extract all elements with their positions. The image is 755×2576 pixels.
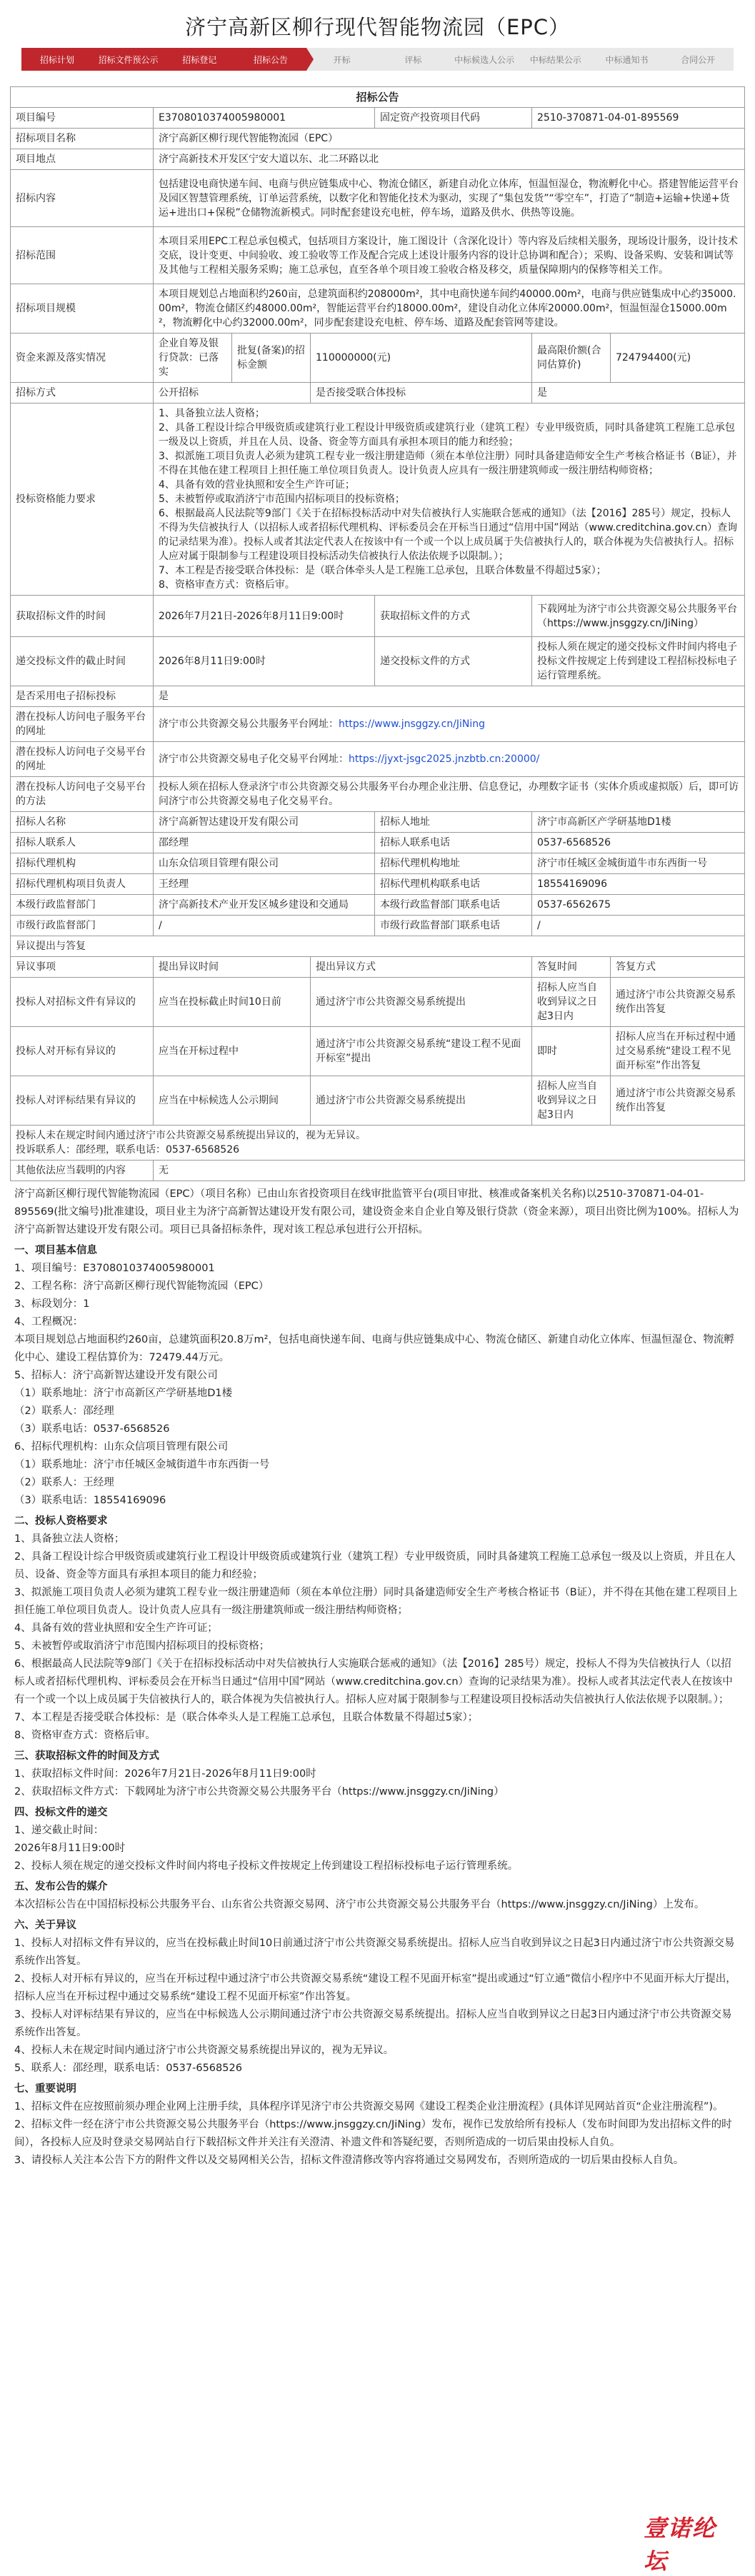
fund-source: 企业自筹及银行贷款：已落实 bbox=[154, 334, 232, 383]
table-cell: 通过济宁市公共资源交易系统作出答复 bbox=[611, 978, 745, 1027]
label: 递交投标文件的方式 bbox=[375, 637, 532, 686]
table-cell: 应当在中标候选人公示期间 bbox=[154, 1076, 311, 1126]
body-paragraph: 3、拟派施工项目负责人必须为建筑工程专业一级注册建造师（须在本单位注册）同时具备建造师安全生产考核合格证书（B证），并不得在其他在建工程项目上担任施工单位项目负责人。设计负责人应具有一级注册建筑师或一级注册结构师资格； bbox=[14, 1587, 738, 1616]
objection-note bbox=[11, 1126, 745, 1161]
body-paragraph: （1）联系地址：济宁市任城区金城街道牛市东西街一号 bbox=[14, 1459, 270, 1470]
section-heading: 二、投标人资格要求 bbox=[14, 1515, 108, 1527]
tender-scale: 本项目规划总占地面积约260亩，总建筑面积约208000m²，其中电商快递车间约40000.00m²，电商与供应链集成中心约35000.00m²，物流仓储区约48000.00m²，智能运营平台约18000.00m²，建设自动化立体库20000.00m²，恒温恒湿仓15000.00m²，物流孵化中心约32000.00m²，同步配套建设充电桩、停车场、道路及配套管网等建设。 bbox=[154, 284, 745, 334]
label: 招标人联系人 bbox=[11, 833, 154, 853]
label: 是否接受联合体投标 bbox=[311, 383, 532, 404]
qual-item: 8、资格审查方式：资格后审。 bbox=[159, 579, 295, 591]
body-paragraph: 2、具备工程设计综合甲级资质或建筑行业工程设计甲级资质或建筑行业（建筑工程）专业甲级资质，同时具备建筑工程施工总承包一级及以上资质，并且在人员、设备、资金等方面具有承担本项目的能力和经验； bbox=[14, 1551, 736, 1580]
body-paragraph: 5、联系人：邵经理，联系电话：0537-6568526 bbox=[14, 2063, 242, 2074]
body-paragraph: （2）联系人：王经理 bbox=[14, 1477, 114, 1488]
trade-platform-text: 济宁市公共资源交易电子化交易平台网址： bbox=[159, 753, 349, 765]
qual-item: 1、具备独立法人资格； bbox=[159, 408, 265, 419]
body-paragraph: 1、递交截止时间： bbox=[14, 1825, 104, 1836]
table-cell: 投标人对开标有异议的 bbox=[11, 1027, 154, 1076]
owner-phone: 0537-6568526 bbox=[532, 833, 745, 853]
tender-method: 公开招标 bbox=[154, 383, 311, 404]
body-paragraph: 1、招标文件在应按照前须办理企业网上注册手续，具体程序详见济宁市公共资源交易网《建设工程类企业注册流程》(具体详见网站首页“企业注册流程”)。 bbox=[14, 2101, 724, 2113]
step-plan[interactable]: 招标计划 bbox=[21, 48, 93, 71]
body-paragraph: 济宁高新区柳行现代智能物流园（EPC）（项目名称）已由山东省投资项目在线审批监管平台(项目审批、核准或备案机关名称)以2510-370871-04-01-895569(批文编号)批准建设，项目业主为济宁高新智达建设开发有限公司，建设资金来自企业自筹及银行贷款（资金来源），项目出资比例为100%。招标人为济宁高新智达建设开发有限公司。项目已具备招标条件，现对该工程总承包进行公开招标。 bbox=[14, 1188, 739, 1236]
body-paragraph: （3）联系电话：0537-6568526 bbox=[14, 1423, 170, 1435]
step-prenotice[interactable]: 招标文件预公示 bbox=[93, 48, 164, 71]
tender-scope: 本项目采用EPC工程总承包模式，包括项目方案设计，施工图设计（含深化设计）等内容及后续相关服务，现场设计服务，设计技术交底，设计变更、中间验收、竣工验收等工作及配合完成上述设计服务内容的设计总协调和配合）；采购、设备采购、安装和调试等及其他与工程相关服务采购；施工总承包，直至各单个项目竣工验收合格及移交，质量保障期内的保修等相关工作。 bbox=[154, 227, 745, 284]
label: 是否采用电子招标投标 bbox=[11, 686, 154, 707]
table-header: 答复时间 bbox=[532, 957, 611, 978]
table-cell: 招标人应当自收到异议之日起3日内 bbox=[532, 978, 611, 1027]
body-paragraph: 5、招标人：济宁高新智达建设开发有限公司 bbox=[14, 1370, 218, 1381]
table-cell: 投标人对招标文件有异议的 bbox=[11, 978, 154, 1027]
qual-item: 6、根据最高人民法院等9部门《关于在招标投标活动中对失信被执行人实施联合惩戒的通知》（法【2016】285号）规定，投标人不得为失信被执行人（以招标人或者招标代理机构、评标委员会在开标当日通过“信用中国”网站（www.creditchina.gov.cn）查询的记录结果为准）。投标人或者其法定代表人在按该中有一个或一个以上成员属于失信被执行人的，联合体视为失信被执行人。招标人应对属于限制参与工程建设项目投标活动失信被执行人依法依规予以限制。）； bbox=[159, 508, 738, 562]
step-evaluation[interactable]: 评标 bbox=[404, 54, 422, 65]
project-number: E3708010374005980001 bbox=[154, 108, 375, 129]
submit-method: 投标人须在规定的递交投标文件时间内将电子投标文件按规定上传到建设工程招标投标电子运行管理系统。 bbox=[532, 637, 745, 686]
label: 递交投标文件的截止时间 bbox=[11, 637, 154, 686]
table-cell: 通过济宁市公共资源交易系统“建设工程不见面开标室”提出 bbox=[311, 1027, 532, 1076]
label: 最高限价额(合同估算价) bbox=[532, 334, 611, 383]
body-paragraph: 2、招标文件一经在济宁市公共资源交易公共服务平台（https://www.jnsggzy.cn/JiNing）发布，视作已发放给所有投标人（发布时间即为发出招标文件的时间），各投标人应及时登录交易网站自行下载招标文件并关注有关澄清、补遗文件和答疑纪要，否则所造成的一切后果由投标人自负。 bbox=[14, 2119, 732, 2148]
label: 获取招标文件的方式 bbox=[375, 596, 532, 637]
body-paragraph: 4、工程概况： bbox=[14, 1316, 84, 1328]
label: 招标范围 bbox=[11, 227, 154, 284]
service-platform-link[interactable]: https://www.jnsggzy.cn/JiNing bbox=[339, 718, 486, 730]
agent-name: 山东众信项目管理有限公司 bbox=[154, 853, 375, 874]
body-paragraph: 1、具备独立法人资格； bbox=[14, 1533, 125, 1545]
table-cell: 招标人应当自收到异议之日起3日内 bbox=[532, 1076, 611, 1126]
supervisor-phone: 0537-6562675 bbox=[532, 895, 745, 916]
table-cell: 应当在投标截止时间10日前 bbox=[154, 978, 311, 1027]
trade-platform-link[interactable]: https://jyxt-jsgc2025.jnzbtb.cn:20000/ bbox=[349, 753, 540, 765]
label: 潜在投标人访问电子交易平台的网址 bbox=[11, 742, 154, 777]
site-logo bbox=[644, 2515, 736, 2575]
label: 招标代理机构地址 bbox=[375, 853, 532, 874]
label: 本级行政监督部门联系电话 bbox=[375, 895, 532, 916]
service-platform-cell bbox=[154, 707, 745, 742]
body-paragraph: 7、本工程是否接受联合体投标：是（联合体牵头人是工程施工总承包，且联合体数量不得超过5家）； bbox=[14, 1712, 479, 1723]
other-content: 无 bbox=[154, 1161, 745, 1181]
budget-amount: 110000000(元) bbox=[311, 334, 532, 383]
table-cell: 通过济宁市公共资源交易系统提出 bbox=[311, 1076, 532, 1126]
agent-contact: 王经理 bbox=[154, 874, 375, 895]
qualification-list bbox=[154, 404, 745, 596]
section-heading: 七、重要说明 bbox=[14, 2083, 76, 2095]
table-cell: 即时 bbox=[532, 1027, 611, 1076]
table-header: 提出异议时间 bbox=[154, 957, 311, 978]
section-heading: 五、发布公告的媒介 bbox=[14, 1881, 108, 1893]
supervisor: 济宁高新技术产业开发区城乡建设和交通局 bbox=[154, 895, 375, 916]
label: 潜在投标人访问电子交易平台的方法 bbox=[11, 777, 154, 812]
label: 潜在投标人访问电子服务平台的网址 bbox=[11, 707, 154, 742]
objection-note-2: 投诉联系人：邵经理，联系电话：0537-6568526 bbox=[16, 1144, 240, 1156]
section-heading: 六、关于异议 bbox=[14, 1920, 76, 1931]
body-paragraph: 3、请投标人关注本公告下方的附件文件以及交易网相关公告，招标文件澄清修改等内容将通过交易网发布，否则所造成的一切后果由投标人自负。 bbox=[14, 2155, 684, 2166]
body-paragraph: （3）联系电话：18554169096 bbox=[14, 1495, 166, 1506]
table-header: 提出异议方式 bbox=[311, 957, 532, 978]
label: 市级行政监督部门 bbox=[11, 916, 154, 936]
section-heading: 一、项目基本信息 bbox=[14, 1245, 97, 1256]
owner-address: 济宁市高新区产学研基地D1楼 bbox=[532, 812, 745, 833]
label: 招标代理机构联系电话 bbox=[375, 874, 532, 895]
logo-text: 壹诺纶坛 bbox=[644, 2515, 717, 2575]
table-cell: 应当在开标过程中 bbox=[154, 1027, 311, 1076]
qual-item: 7、本工程是否接受联合体投标：是（联合体牵头人是工程施工总承包，且联合体数量不得超过5家）； bbox=[159, 565, 606, 576]
label: 本级行政监督部门 bbox=[11, 895, 154, 916]
body-paragraph: 1、投标人对招标文件有异议的，应当在投标截止时间10日前通过济宁市公共资源交易系统提出。招标人应当自收到异议之日起3日内通过济宁市公共资源交易系统作出答复。 bbox=[14, 1938, 735, 1967]
body-paragraph: 2、投标人须在规定的递交投标文件时间内将电子投标文件按规定上传到建设工程招标投标电子运行管理系统。 bbox=[14, 1860, 519, 1872]
step-register[interactable]: 招标登记 bbox=[164, 48, 235, 71]
qual-item: 3、拟派施工项目负责人必须为建筑工程专业一级注册建造师（须在本单位注册）同时具备建造师安全生产考核合格证书（B证），并不得在其他在建工程项目上担任施工单位项目负责人。设计负责人应具有一级注册建筑师或一级注册结构师资格； bbox=[159, 451, 737, 476]
table-header: 答复方式 bbox=[611, 957, 745, 978]
qual-item: 5、未被暂停或取消济宁市范围内招标项目的投标资格； bbox=[159, 493, 405, 505]
service-platform-text: 济宁市公共资源交易公共服务平台网址： bbox=[159, 718, 339, 730]
label: 项目地点 bbox=[11, 149, 154, 170]
qual-item: 2、具备工程设计综合甲级资质或建筑行业工程设计甲级资质或建筑行业（建筑工程）专业甲级资质，同时具备建筑工程施工总承包一级及以上资质，并且在人员、设备、资金等方面具有承担本项目的能力和经验； bbox=[159, 422, 735, 448]
qual-item: 4、具备有效的营业执照和安全生产许可证； bbox=[159, 479, 355, 491]
project-location: 济宁高新技术开发区宁安大道以东、北二环路以北 bbox=[154, 149, 745, 170]
city-supervisor-phone: / bbox=[532, 916, 745, 936]
label: 招标方式 bbox=[11, 383, 154, 404]
owner-name: 济宁高新智达建设开发有限公司 bbox=[154, 812, 375, 833]
step-result[interactable]: 中标结果公示 bbox=[529, 54, 581, 65]
get-doc-time: 2026年7月21日-2026年8月11日9:00时 bbox=[154, 596, 375, 637]
body-paragraph: 6、根据最高人民法院等9部门《关于在招标投标活动中对失信被执行人实施联合惩戒的通知》（法【2016】285号）规定，投标人不得为失信被执行人（以招标人或者招标代理机构、评标委员会在开标当日通过“信用中国”网站（www.creditchina.gov.cn）查询的记录结果为准）。投标人或者其法定代表人在按该中有一个或一个以上成员属于失信被执行人的，联合体视为失信被执行人。招标人应对属于限制参与工程建设项目投标活动失信被执行人依法依规予以限制。）； bbox=[14, 1658, 733, 1705]
body-paragraph: 本项目规划总占地面积约260亩，总建筑面积20.8万m²，包括电商快递车间、电商与供应链集成中心、物流仓储区、新建自动化立体库、恒温恒湿仓、物流孵化中心、建设工程估算价为：72479.44万元。 bbox=[14, 1334, 734, 1363]
table-cell: 通过济宁市公共资源交易系统作出答复 bbox=[611, 1076, 745, 1126]
step-notice[interactable]: 中标通知书 bbox=[605, 54, 649, 65]
label: 市级行政监督部门联系电话 bbox=[375, 916, 532, 936]
objection-heading: 异议提出与答复 bbox=[11, 936, 745, 957]
max-price: 724794400(元) bbox=[611, 334, 745, 383]
body-paragraph: 2、投标人对开标有异议的，应当在开标过程中通过济宁市公共资源交易系统“建设工程不见面开标室”提出或通过“钉立通”微信小程序中不见面开标大厅提出，招标人应当在开标过程中通过交易系统“建设工程不见面开标室”作出答复。 bbox=[14, 1973, 736, 2003]
agent-address: 济宁市任城区金城街道牛市东西街一号 bbox=[532, 853, 745, 874]
objection-note-1: 投标人未在规定时间内通过济宁市公共资源交易系统提出异议的，视为无异议。 bbox=[16, 1130, 366, 1141]
section-heading: 三、获取招标文件的时间及方式 bbox=[14, 1750, 159, 1762]
agent-phone: 18554169096 bbox=[532, 874, 745, 895]
body-paragraph: 5、未被暂停或取消济宁市范围内招标项目的投标资格； bbox=[14, 1640, 270, 1652]
label: 招标代理机构 bbox=[11, 853, 154, 874]
label: 固定资产投资项目代码 bbox=[375, 108, 532, 129]
label: 其他依法应当载明的内容 bbox=[11, 1161, 154, 1181]
body-paragraph: （2）联系人：邵经理 bbox=[14, 1405, 114, 1417]
step-announcement[interactable]: 招标公告 bbox=[235, 48, 306, 71]
trade-platform-cell bbox=[154, 742, 745, 777]
label: 招标内容 bbox=[11, 170, 154, 227]
body-paragraph: 4、投标人未在规定时间内通过济宁市公共资源交易系统提出异议的，视为无异议。 bbox=[14, 2045, 394, 2056]
consortium-accepted: 是 bbox=[532, 383, 745, 404]
submit-deadline: 2026年8月11日9:00时 bbox=[154, 637, 375, 686]
label: 招标人地址 bbox=[375, 812, 532, 833]
body-paragraph: 6、招标代理机构：山东众信项目管理有限公司 bbox=[14, 1441, 229, 1453]
body-paragraph: 3、标段划分：1 bbox=[14, 1298, 90, 1310]
fixed-asset-code: 2510-370871-04-01-895569 bbox=[532, 108, 745, 129]
label: 招标项目规模 bbox=[11, 284, 154, 334]
announcement-body bbox=[10, 1181, 745, 2178]
body-paragraph: 3、投标人对评标结果有异议的，应当在中标候选人公示期间通过济宁市公共资源交易系统提出。招标人应当自收到异议之日起3日内通过济宁市公共资源交易系统作出答复。 bbox=[14, 2009, 732, 2038]
process-steps bbox=[21, 48, 734, 71]
section-heading: 四、投标文件的递交 bbox=[14, 1807, 108, 1818]
label: 招标项目名称 bbox=[11, 129, 154, 149]
tender-content: 包括建设电商快递车间、电商与供应链集成中心、物流仓储区，新建自动化立体库，恒温恒湿仓，物流孵化中心。搭建智能运营平台及园区智慧管理系统，订单运营系统，以数字化和智能化技术为驱动，实现了“集包发货”“零空车”，打造了“制造+运输+快递+货运+进出口+保税”仓储物流新模式。同时配套建设充电桩，停车场，道路及供水、供热等设施。 bbox=[154, 170, 745, 227]
project-name: 济宁高新区柳行现代智能物流园（EPC） bbox=[154, 129, 745, 149]
label: 资金来源及落实情况 bbox=[11, 334, 154, 383]
body-paragraph: 4、具备有效的营业执照和安全生产许可证； bbox=[14, 1623, 218, 1634]
label: 获取招标文件的时间 bbox=[11, 596, 154, 637]
announcement-table bbox=[10, 86, 745, 1181]
body-paragraph: 8、资格审查方式：资格后审。 bbox=[14, 1730, 156, 1741]
label: 招标代理机构项目负责人 bbox=[11, 874, 154, 895]
label: 项目编号 bbox=[11, 108, 154, 129]
e-bidding: 是 bbox=[154, 686, 745, 707]
step-candidates[interactable]: 中标候选人公示 bbox=[454, 54, 515, 65]
page-title: 济宁高新区柳行现代智能物流园（EPC） bbox=[184, 15, 571, 39]
announcement-title: 招标公告 bbox=[11, 87, 745, 108]
table-cell: 招标人应当在开标过程中通过交易系统“建设工程不见面开标室”作出答复 bbox=[611, 1027, 745, 1076]
table-cell: 投标人对评标结果有异议的 bbox=[11, 1076, 154, 1126]
owner-contact: 邵经理 bbox=[154, 833, 375, 853]
body-paragraph: 2、获取招标文件方式：下载网址为济宁市公共资源交易公共服务平台（https://www.jnsggzy.cn/JiNing） bbox=[14, 1786, 504, 1798]
body-paragraph: 1、获取招标文件时间：2026年7月21日-2026年8月11日9:00时 bbox=[14, 1768, 316, 1780]
label: 投标资格能力要求 bbox=[11, 404, 154, 596]
body-paragraph: （1）联系地址：济宁市高新区产学研基地D1楼 bbox=[14, 1388, 233, 1399]
table-cell: 通过济宁市公共资源交易系统提出 bbox=[311, 978, 532, 1027]
label: 批复(备案)的招标金额 bbox=[232, 334, 311, 383]
table-header: 异议事项 bbox=[11, 957, 154, 978]
body-paragraph: 本次招标公告在中国招标投标公共服务平台、山东省公共资源交易网、济宁市公共资源交易公共服务平台（https://www.jnsggzy.cn/JiNing）上发布。 bbox=[14, 1899, 705, 1910]
platform-access-method: 投标人须在招标人登录济宁市公共资源交易公共服务平台办理企业注册、信息登记，办理数字证书（实体介质或虚拟版）后，即可访问济宁市公共资源交易电子化交易平台。 bbox=[154, 777, 745, 812]
body-paragraph: 2026年8月11日9:00时 bbox=[14, 1843, 126, 1854]
city-supervisor: / bbox=[154, 916, 375, 936]
body-paragraph: 2、工程名称：济宁高新区柳行现代智能物流园（EPC） bbox=[14, 1281, 269, 1292]
step-opening[interactable]: 开标 bbox=[333, 54, 351, 65]
step-contract[interactable]: 合同公开 bbox=[681, 54, 716, 65]
label: 招标人联系电话 bbox=[375, 833, 532, 853]
label: 招标人名称 bbox=[11, 812, 154, 833]
get-doc-method: 下载网址为济宁市公共资源交易公共服务平台（https://www.jnsggzy.cn/JiNing） bbox=[532, 596, 745, 637]
body-paragraph: 1、项目编号：E3708010374005980001 bbox=[14, 1263, 215, 1274]
